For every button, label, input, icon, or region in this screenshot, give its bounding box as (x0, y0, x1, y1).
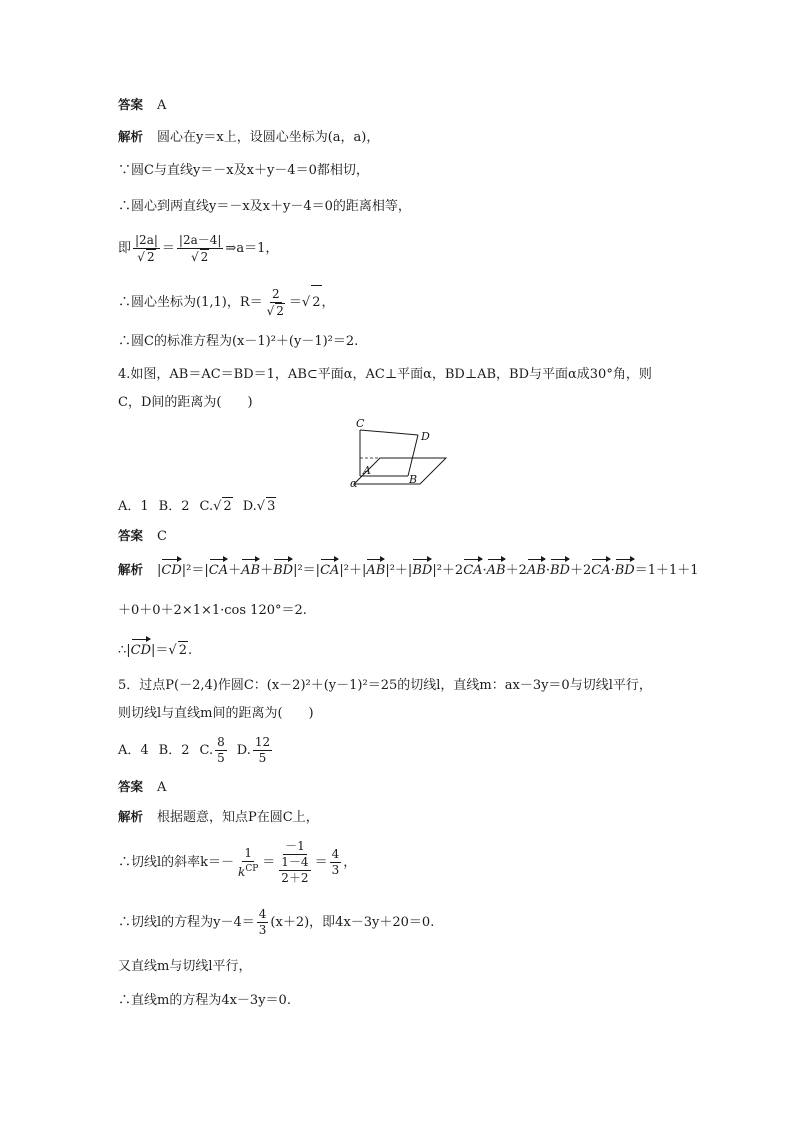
fraction: $\frac{|2a-4|}{√ 2}$ (178, 232, 222, 264)
answer-value: A (157, 780, 167, 795)
segment-CD (360, 430, 418, 435)
answer-line-5 (118, 778, 166, 797)
solution-line-fraction: ∴圆心坐标为(1,1)，R＝ $\frac{2}{√ 2}$ ＝√ 2， (118, 285, 335, 320)
option-a: A．1 (118, 499, 149, 514)
label-D: D (421, 430, 430, 443)
solution-line-fraction: ∴切线l的方程为y－4＝ $\frac{4}{3}$ (x＋2)，即4x－3y＋20＝0. (118, 907, 435, 937)
fraction: $\frac{1}{k^{CP}}$ (238, 845, 259, 879)
answer-line-1 (118, 96, 166, 115)
question-5-stem-1: 5．过点P(－2,4)作圆C：(x－2)²＋(y－1)²＝25的切线l，直线m：ax－3y＝0与切线l平行， (118, 678, 652, 693)
analysis-line-5: 解析 根据题意，知点P在圆C上， (118, 809, 319, 825)
option-b: B．2 (158, 499, 190, 514)
label-C: C (356, 417, 365, 430)
solution-line: ∴|CD|＝√ 2. (118, 643, 193, 658)
analysis-text: 圆心在y＝x上，设圆心坐标为(a，a)， (157, 130, 380, 145)
option-c: C.√ 2 (199, 499, 232, 514)
solution-line: ∴圆C的标准方程为(x－1)²＋(y－1)²＝2. (118, 334, 359, 349)
question-4-options (118, 497, 276, 516)
option-b: B．2 (158, 743, 190, 758)
geometry-figure (340, 416, 452, 490)
fraction: $\frac{|2a|}{√ 2}$ (135, 232, 158, 264)
analysis-line-4: 解析 |CD|²＝|CA＋AB＋BD|²＝|CA|²＋|AB|²＋|BD|²＋2CA·AB＋2AB·BD＋2CA·BD＝1＋1＋1 (118, 562, 699, 578)
fraction: $\frac{2}{√ 2}$ (266, 286, 284, 318)
question-5-options (118, 734, 274, 768)
answer-label: 答案 (118, 97, 144, 112)
label-A: A (363, 464, 371, 477)
segment-BD (408, 435, 418, 476)
question-4-stem-2: C，D间的距离为( ) (118, 395, 253, 410)
analysis-label: 解析 (118, 562, 144, 577)
answer-label: 答案 (118, 779, 144, 794)
fraction: $\frac{-1}{\frac{1-4}{2+2}}$ (281, 839, 309, 885)
question-5-stem-2: 则切线l与直线m间的距离为( ) (118, 706, 314, 721)
option-c: C. $\frac{8}{5}$ (199, 735, 225, 765)
solution-line: ＋0＋0＋2×1×1·cos 120°＝2. (118, 603, 307, 618)
fraction: $\frac{4}{3}$ (331, 847, 340, 877)
analysis-line-1 (118, 128, 379, 147)
question-4-stem-1: 4.如图，AB＝AC＝BD＝1，AB⊂平面α，AC⊥平面α，BD⊥AB，BD与平面α成30°角，则 (118, 367, 652, 382)
solution-line: 又直线m与切线l平行， (118, 959, 252, 974)
answer-value: A (157, 98, 167, 113)
label-B: B (409, 473, 418, 486)
answer-line-4 (118, 527, 167, 546)
solution-line-fraction: ∴切线l的斜率k＝－ $\frac{1}{k^{CP}}$ ＝ $\frac{-1}{\frac{1-4}{2+2}}$ ＝ $\frac{4}{3}$ ， (118, 839, 357, 885)
label-alpha: α (350, 477, 358, 490)
solution-line: ∴圆心到两直线y＝－x及x＋y－4＝0的距离相等， (118, 199, 411, 214)
fraction: $\frac{4}{3}$ (258, 907, 267, 937)
solution-line: ∵圆C与直线y＝－x及x＋y－4＝0都相切， (118, 163, 369, 178)
option-d: D.√ 3 (242, 499, 276, 514)
analysis-label: 解析 (118, 809, 144, 824)
option-d: D. $\frac{12}{5}$ (236, 735, 271, 765)
solution-line: ∴直线m的方程为4x－3y＝0. (118, 993, 291, 1008)
solution-line-fraction: 即 $\frac{|2a|}{√ 2}$ ＝ $\frac{|2a-4|}{√ 2}$ ⇒a＝1， (118, 232, 279, 264)
answer-value: C (157, 529, 167, 544)
option-a: A．4 (118, 743, 149, 758)
analysis-label: 解析 (118, 129, 144, 144)
answer-label: 答案 (118, 528, 144, 543)
